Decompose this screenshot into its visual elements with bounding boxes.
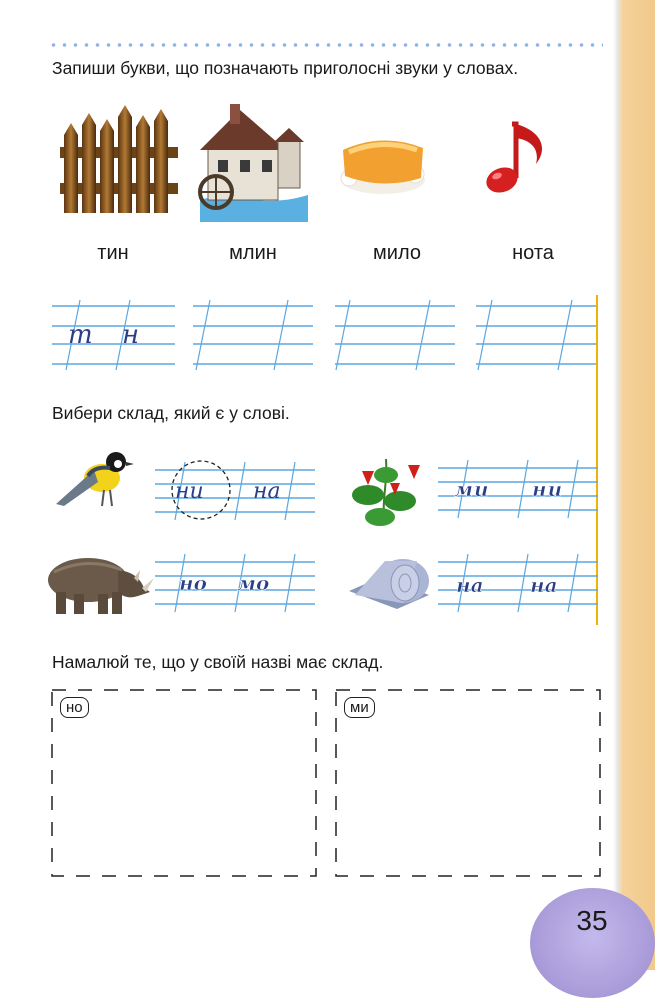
drawing-box-2[interactable] xyxy=(336,690,600,876)
syllable-lines xyxy=(155,552,315,614)
mill-icon xyxy=(190,100,308,222)
page-number: 35 xyxy=(576,905,608,936)
word-label: млин xyxy=(229,242,277,264)
syllable-tag: но xyxy=(60,697,89,718)
answer-letter: т xyxy=(68,320,93,350)
answer-letter: н xyxy=(122,320,140,350)
syllable-option[interactable]: но xyxy=(179,571,207,595)
syllable-option[interactable]: на xyxy=(456,573,484,597)
syllable-option[interactable]: ми xyxy=(454,477,490,501)
word-label: нота xyxy=(512,242,554,264)
syllable-lines xyxy=(438,552,598,614)
fabric-roll-icon xyxy=(345,555,433,613)
syllable-lines xyxy=(155,460,315,522)
task2-instruction: Вибери склад, який є у слові. xyxy=(52,403,290,423)
writing-lines xyxy=(50,296,600,372)
syllable-option[interactable]: на xyxy=(530,573,558,597)
word-label: тин xyxy=(97,242,129,264)
syllable-option[interactable]: на xyxy=(253,479,281,504)
word-label: мило xyxy=(373,242,421,264)
syllable-option[interactable]: ни xyxy=(532,477,564,501)
task1-instruction: Запиши букви, що позначають приголосні звуки у словах. xyxy=(52,58,519,78)
bird-icon xyxy=(50,448,135,513)
syllable-option[interactable]: мо xyxy=(237,571,270,595)
syllable-option[interactable]: ни xyxy=(175,479,204,504)
dotted-header-rule xyxy=(48,42,603,48)
task3-instruction: Намалюй те, що у своїй назві має склад. xyxy=(52,652,384,672)
soap-icon xyxy=(335,130,430,200)
drawing-box-1[interactable] xyxy=(52,690,316,876)
rhino-icon xyxy=(42,548,154,616)
music-note-icon xyxy=(478,118,550,198)
page-edge xyxy=(613,0,655,970)
strawberry-icon xyxy=(350,445,425,530)
fence-icon xyxy=(60,105,178,213)
syllable-tag: ми xyxy=(344,697,375,718)
syllable-lines xyxy=(438,458,598,520)
drawing-boxes xyxy=(48,686,608,881)
